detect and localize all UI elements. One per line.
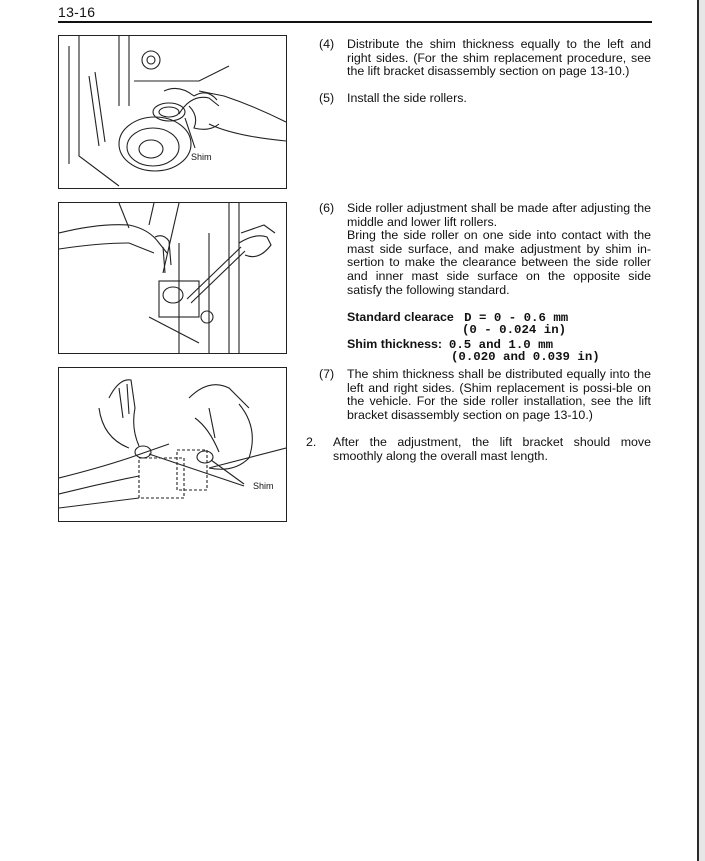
step-number: (5) — [319, 91, 335, 105]
spec-value: 0.5 and 1.0 mm — [448, 338, 554, 352]
step-text: Install the side rollers. — [347, 91, 467, 105]
step-5 — [319, 91, 651, 106]
spec-label: Standard clearace — [347, 310, 454, 324]
spec-shim-inch: (0.020 and 0.039 in) — [451, 350, 600, 364]
step-4 — [319, 37, 651, 79]
spec-label: Shim thickness: — [347, 337, 443, 351]
figure-shim-distribution — [58, 367, 287, 522]
header-rule — [58, 21, 652, 23]
shim-distribution-illustration — [59, 368, 286, 521]
step-text: The shim thickness shall be distributed equally into the left and right sides. (Shim replacement is possi-ble on the vehicle. For the side roller installation, see the lift bracket disassembly section on page 13-10.) — [347, 367, 651, 422]
step-number: (4) — [319, 37, 335, 51]
step-text: Distribute the shim thickness equally to the left and right sides. (For the shim replacement procedure, see the lift bracket disassembly section on page 13-10.) — [347, 37, 651, 79]
step-6 — [319, 201, 651, 297]
section-number: 2. — [306, 435, 317, 449]
page-edge-shadow — [699, 0, 705, 861]
figure-clearance-adjust — [58, 202, 287, 354]
roller-shim-illustration — [59, 36, 286, 188]
shim-callout-label: Shim — [191, 152, 212, 162]
section-2 — [306, 435, 651, 463]
spec-clearance-inch: (0 - 0.024 in) — [462, 323, 567, 337]
step-number: (7) — [319, 367, 335, 381]
step-7 — [319, 367, 651, 422]
page-number: 13-16 — [58, 4, 96, 20]
spec-value: D = 0 - 0.6 mm — [464, 311, 569, 325]
shim-callout-label: Shim — [253, 481, 274, 491]
figure-shim-install — [58, 35, 287, 189]
step-number: (6) — [319, 201, 335, 215]
step-text: Bring the side roller on one side into contact with the mast side surface, and make adjustment by shim in-sertion to make the clearance between the side roller and inner mast side surface on the opposite side satisfy the following standard. — [347, 228, 651, 297]
step-text: Side roller adjustment shall be made after adjusting the middle and lower lift rollers. — [347, 201, 651, 229]
section-text: After the adjustment, the lift bracket should move smoothly along the overall mast length. — [333, 435, 651, 463]
clearance-adjust-illustration — [59, 203, 286, 353]
